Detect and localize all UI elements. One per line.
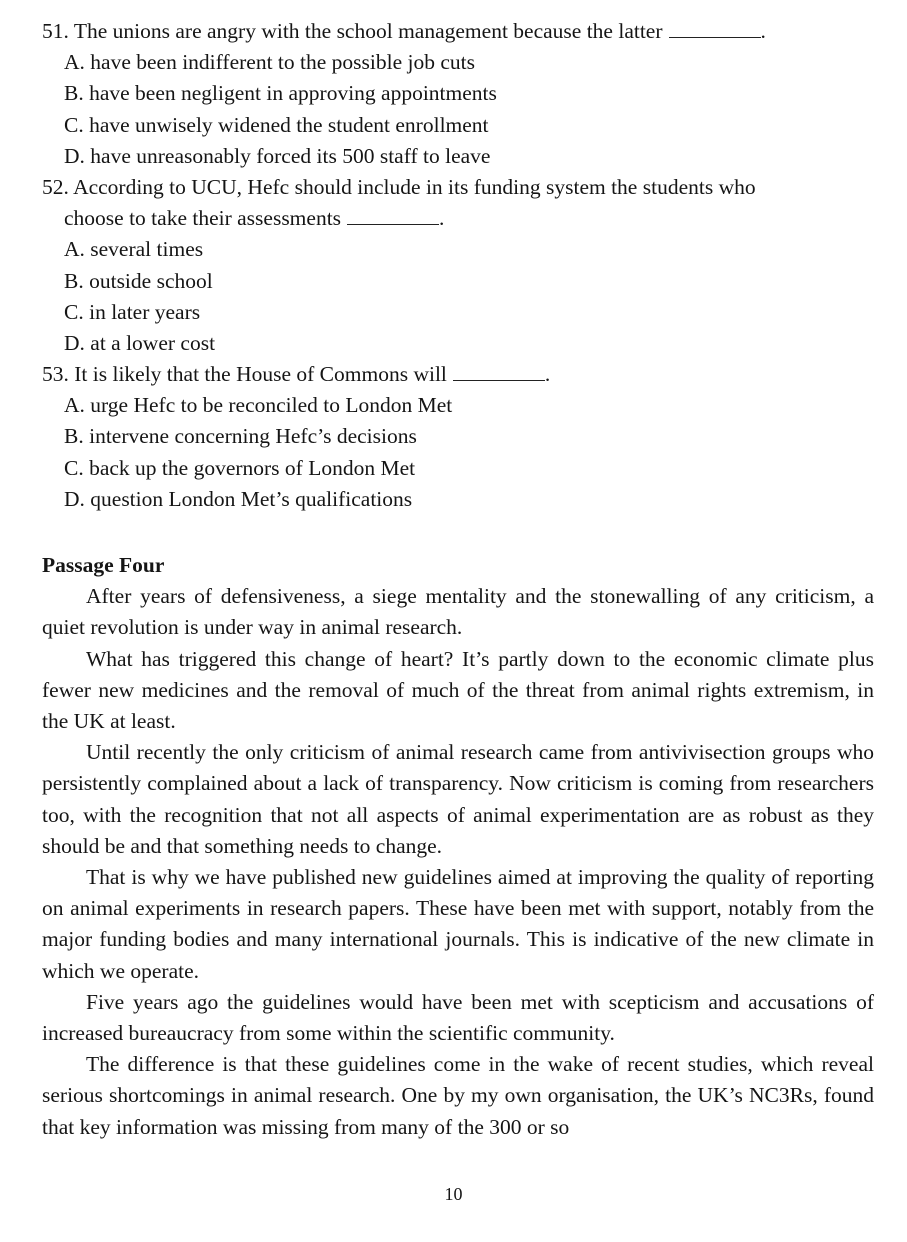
- question-52-stem: 52. According to UCU, Hefc should include in its funding system the students who: [42, 174, 756, 199]
- option-52c: C. in later years: [64, 299, 201, 324]
- option-52d: D. at a lower cost: [64, 330, 216, 355]
- option-51d: D. have unreasonably forced its 500 staff to leave: [64, 143, 491, 168]
- option-51a: A. have been indifferent to the possible job cuts: [64, 50, 475, 75]
- passage-paragraph: The difference is that these guidelines come in the wake of recent studies, which reveal serious shortcomings in animal research. One by my own organisation, the UK’s NC3Rs, found that key information was missing from many of the 300 or so: [42, 1052, 874, 1139]
- option-53b: B. intervene concerning Hefc’s decisions: [64, 424, 417, 449]
- question-52-stem-cont: [42, 203, 862, 234]
- question-51-stem: [42, 16, 862, 47]
- option-53d: D. question London Met’s qualifications: [64, 486, 413, 511]
- option-52a: A. several times: [64, 237, 204, 262]
- question-53-stem: [42, 359, 862, 390]
- question-53-text: 53. It is likely that the House of Commons will: [42, 362, 447, 387]
- question-block: [42, 16, 862, 515]
- stem-period: .: [439, 206, 445, 231]
- stem-period: .: [544, 362, 551, 387]
- question-52-text-cont: choose to take their assessments: [64, 206, 342, 231]
- option-51c: C. have unwisely widened the student enrollment: [64, 112, 489, 137]
- question-51-text: 51. The unions are angry with the school management because the latter: [42, 19, 663, 43]
- page-number: 10: [444, 1184, 463, 1204]
- passage-paragraph: Five years ago the guidelines would have been met with scepticism and accusations of increased bureaucracy from some within the scientific community.: [42, 989, 874, 1046]
- option-52b: B. outside school: [64, 268, 213, 293]
- passage-paragraph: After years of defensiveness, a siege mentality and the stonewalling of any criticism, a quiet revolution is under way in animal research.: [42, 584, 874, 640]
- stem-period: .: [760, 19, 766, 43]
- answer-blank: [453, 364, 545, 381]
- passage-title: Passage Four: [42, 553, 165, 577]
- answer-blank: [669, 21, 761, 38]
- answer-blank: [347, 208, 439, 225]
- passage-paragraph: What has triggered this change of heart? It’s partly down to the economic climate plus fewer new medicines and the removal of much of the threat from animal rights extremism, in the UK at least.: [42, 646, 874, 733]
- passage-paragraph: That is why we have published new guidelines aimed at improving the quality of reporting on animal experiments in research papers. These have been met with support, notably from the major funding bodies and many international journals. This is indicative of the new climate in which we operate.: [42, 865, 874, 983]
- option-53c: C. back up the governors of London Met: [64, 455, 416, 480]
- passage-paragraph: Until recently the only criticism of animal research came from antivivisection groups who persistently complained about a lack of transparency. Now criticism is coming from researchers too, with the recognition that not all aspects of animal experimentation are as robust as they should be and that something needs to change.: [42, 740, 874, 858]
- option-51b: B. have been negligent in approving appointments: [64, 81, 497, 106]
- passage-four: [42, 550, 874, 1143]
- option-53a: A. urge Hefc to be reconciled to London Met: [64, 393, 453, 418]
